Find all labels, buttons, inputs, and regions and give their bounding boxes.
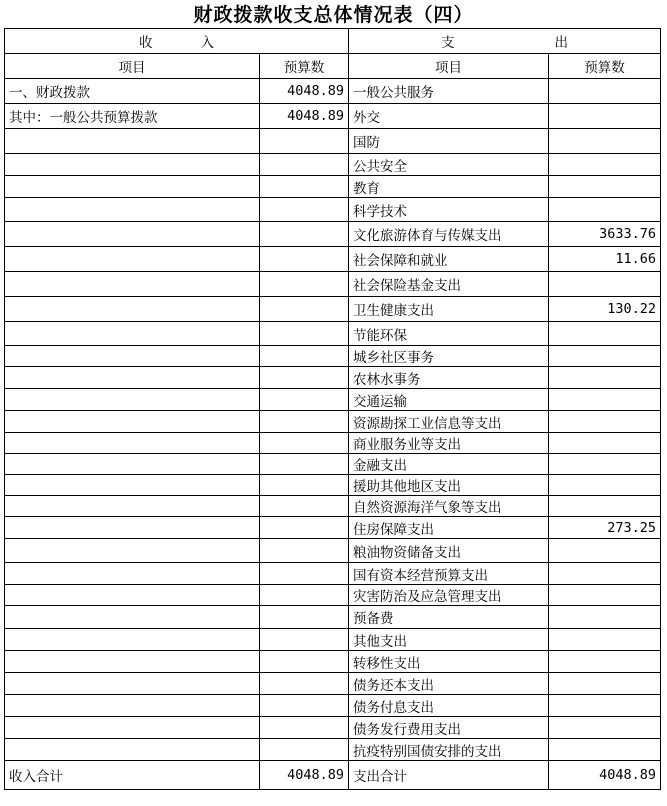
income-budget-cell bbox=[260, 198, 349, 222]
income-item-cell bbox=[5, 129, 260, 154]
income-item-cell bbox=[5, 297, 260, 322]
expense-item-cell: 转移性支出 bbox=[349, 651, 549, 673]
income-item-cell bbox=[5, 539, 260, 563]
table-row bbox=[5, 198, 661, 222]
expense-budget-cell: 3633.76 bbox=[549, 222, 661, 247]
expense-budget-cell bbox=[549, 475, 661, 496]
expense-budget-cell: 273.25 bbox=[549, 517, 661, 539]
expense-item-cell: 科学技术 bbox=[349, 198, 549, 222]
income-budget-cell bbox=[260, 346, 349, 367]
expense-item-cell: 卫生健康支出 bbox=[349, 297, 549, 322]
income-budget-cell bbox=[260, 651, 349, 673]
expense-item-cell: 自然资源海洋气象等支出 bbox=[349, 496, 549, 517]
income-item-cell bbox=[5, 496, 260, 517]
income-budget-cell bbox=[260, 539, 349, 563]
income-budget-cell bbox=[260, 517, 349, 539]
expense-budget-cell bbox=[549, 496, 661, 517]
table-row bbox=[5, 539, 661, 563]
income-budget-cell bbox=[260, 176, 349, 198]
expense-item-cell: 交通运输 bbox=[349, 389, 549, 411]
expense-item-cell: 节能环保 bbox=[349, 322, 549, 346]
income-item-cell bbox=[5, 322, 260, 346]
income-group-header: 收 入 bbox=[5, 29, 349, 54]
table-row bbox=[5, 367, 661, 389]
table-row bbox=[5, 346, 661, 367]
income-item-cell bbox=[5, 475, 260, 496]
income-item-cell bbox=[5, 585, 260, 606]
income-item-cell: 其中：一般公共预算拨款 bbox=[5, 104, 260, 129]
expense-budget-cell bbox=[549, 322, 661, 346]
column-header-row bbox=[5, 54, 661, 79]
expense-budget-cell bbox=[549, 539, 661, 563]
income-item-cell bbox=[5, 272, 260, 297]
expense-item-header: 项目 bbox=[349, 54, 549, 79]
expense-item-cell: 住房保障支出 bbox=[349, 517, 549, 539]
income-item-cell bbox=[5, 695, 260, 717]
expense-budget-cell bbox=[549, 563, 661, 585]
table-row bbox=[5, 695, 661, 717]
expense-budget-cell bbox=[549, 129, 661, 154]
income-budget-cell bbox=[260, 389, 349, 411]
expense-item-cell: 资源勘探工业信息等支出 bbox=[349, 411, 549, 433]
table-row bbox=[5, 411, 661, 433]
income-budget-header: 预算数 bbox=[260, 54, 349, 79]
expense-item-cell: 粮油物资储备支出 bbox=[349, 539, 549, 563]
table-row bbox=[5, 454, 661, 475]
income-budget-cell: 4048.89 bbox=[260, 79, 349, 104]
income-item-cell bbox=[5, 389, 260, 411]
table-row bbox=[5, 433, 661, 454]
expense-item-cell: 国防 bbox=[349, 129, 549, 154]
expense-budget-cell bbox=[549, 198, 661, 222]
expense-budget-cell bbox=[549, 367, 661, 389]
table-row bbox=[5, 322, 661, 346]
expense-item-cell: 其他支出 bbox=[349, 629, 549, 651]
expense-item-cell: 公共安全 bbox=[349, 154, 549, 176]
income-budget-cell bbox=[260, 585, 349, 606]
income-total-label: 收入合计 bbox=[5, 761, 260, 790]
expense-item-cell: 债务发行费用支出 bbox=[349, 717, 549, 739]
table-row bbox=[5, 606, 661, 629]
expense-item-cell: 预备费 bbox=[349, 606, 549, 629]
expense-item-cell: 城乡社区事务 bbox=[349, 346, 549, 367]
income-item-cell bbox=[5, 222, 260, 247]
expense-budget-cell bbox=[549, 606, 661, 629]
expense-budget-cell bbox=[549, 104, 661, 129]
income-item-cell bbox=[5, 198, 260, 222]
table-row bbox=[5, 297, 661, 322]
income-item-cell bbox=[5, 411, 260, 433]
income-item-cell bbox=[5, 517, 260, 539]
expense-budget-cell bbox=[549, 695, 661, 717]
expense-budget-cell bbox=[549, 433, 661, 454]
table-row bbox=[5, 563, 661, 585]
income-budget-cell bbox=[260, 297, 349, 322]
expense-item-cell: 社会保障和就业 bbox=[349, 247, 549, 272]
income-budget-cell bbox=[260, 222, 349, 247]
table-row bbox=[5, 389, 661, 411]
table-row bbox=[5, 475, 661, 496]
income-budget-cell bbox=[260, 695, 349, 717]
expense-item-cell: 国有资本经营预算支出 bbox=[349, 563, 549, 585]
table-row bbox=[5, 272, 661, 297]
income-budget-cell bbox=[260, 247, 349, 272]
expense-budget-header: 预算数 bbox=[549, 54, 661, 79]
expense-total-label: 支出合计 bbox=[349, 761, 549, 790]
income-item-cell bbox=[5, 454, 260, 475]
income-budget-cell: 4048.89 bbox=[260, 104, 349, 129]
expense-budget-cell bbox=[549, 673, 661, 695]
expense-item-cell: 文化旅游体育与传媒支出 bbox=[349, 222, 549, 247]
income-budget-cell bbox=[260, 272, 349, 297]
income-item-cell bbox=[5, 367, 260, 389]
income-budget-cell bbox=[260, 563, 349, 585]
income-item-cell bbox=[5, 673, 260, 695]
expense-budget-cell bbox=[549, 717, 661, 739]
income-item-cell bbox=[5, 247, 260, 272]
expense-budget-cell bbox=[549, 411, 661, 433]
expense-budget-cell bbox=[549, 272, 661, 297]
expense-item-cell: 教育 bbox=[349, 176, 549, 198]
expense-item-cell: 一般公共服务 bbox=[349, 79, 549, 104]
expense-budget-cell bbox=[549, 176, 661, 198]
expense-budget-cell bbox=[549, 739, 661, 761]
income-budget-cell bbox=[260, 367, 349, 389]
expense-budget-cell bbox=[549, 454, 661, 475]
table-row bbox=[5, 222, 661, 247]
income-budget-cell bbox=[260, 154, 349, 176]
expense-item-cell: 援助其他地区支出 bbox=[349, 475, 549, 496]
expense-budget-cell bbox=[549, 651, 661, 673]
income-item-cell bbox=[5, 717, 260, 739]
expense-budget-cell: 130.22 bbox=[549, 297, 661, 322]
income-item-cell bbox=[5, 154, 260, 176]
table-row bbox=[5, 79, 661, 104]
income-budget-cell bbox=[260, 673, 349, 695]
income-item-cell bbox=[5, 606, 260, 629]
table-row bbox=[5, 496, 661, 517]
totals-row bbox=[5, 761, 661, 790]
income-budget-cell bbox=[260, 606, 349, 629]
expense-budget-cell bbox=[549, 79, 661, 104]
expense-budget-cell: 11.66 bbox=[549, 247, 661, 272]
income-budget-cell bbox=[260, 411, 349, 433]
income-budget-cell bbox=[260, 454, 349, 475]
expense-budget-cell bbox=[549, 629, 661, 651]
expense-budget-cell bbox=[549, 389, 661, 411]
income-item-cell: 一、财政拨款 bbox=[5, 79, 260, 104]
income-budget-cell bbox=[260, 717, 349, 739]
income-item-cell bbox=[5, 563, 260, 585]
income-item-cell bbox=[5, 346, 260, 367]
table-row bbox=[5, 629, 661, 651]
table-row bbox=[5, 673, 661, 695]
income-item-cell bbox=[5, 176, 260, 198]
income-item-cell bbox=[5, 651, 260, 673]
income-budget-cell bbox=[260, 739, 349, 761]
expense-item-cell: 债务还本支出 bbox=[349, 673, 549, 695]
table-row bbox=[5, 717, 661, 739]
income-item-header: 项目 bbox=[5, 54, 260, 79]
expense-group-header: 支 出 bbox=[349, 29, 661, 54]
expense-item-cell: 灾害防治及应急管理支出 bbox=[349, 585, 549, 606]
table-title: 财政拨款收支总体情况表（四） bbox=[193, 4, 474, 26]
income-item-cell bbox=[5, 629, 260, 651]
table-row bbox=[5, 247, 661, 272]
income-budget-cell bbox=[260, 322, 349, 346]
expense-item-cell: 金融支出 bbox=[349, 454, 549, 475]
table-row bbox=[5, 129, 661, 154]
expense-item-cell: 商业服务业等支出 bbox=[349, 433, 549, 454]
expense-budget-cell bbox=[549, 346, 661, 367]
group-header-row bbox=[5, 29, 661, 54]
income-budget-cell bbox=[260, 129, 349, 154]
income-item-cell bbox=[5, 433, 260, 454]
expense-item-cell: 抗疫特别国债安排的支出 bbox=[349, 739, 549, 761]
budget-table bbox=[4, 28, 661, 790]
expense-item-cell: 外交 bbox=[349, 104, 549, 129]
income-item-cell bbox=[5, 739, 260, 761]
expense-item-cell: 债务付息支出 bbox=[349, 695, 549, 717]
table-row bbox=[5, 104, 661, 129]
table-row bbox=[5, 585, 661, 606]
income-budget-cell bbox=[260, 475, 349, 496]
table-row bbox=[5, 154, 661, 176]
table-row bbox=[5, 651, 661, 673]
income-budget-cell bbox=[260, 496, 349, 517]
expense-item-cell: 农林水事务 bbox=[349, 367, 549, 389]
table-row bbox=[5, 176, 661, 198]
expense-item-cell: 社会保险基金支出 bbox=[349, 272, 549, 297]
expense-budget-cell bbox=[549, 585, 661, 606]
income-budget-cell bbox=[260, 629, 349, 651]
income-budget-cell bbox=[260, 433, 349, 454]
expense-budget-cell bbox=[549, 154, 661, 176]
income-total-value: 4048.89 bbox=[260, 761, 349, 790]
expense-total-value: 4048.89 bbox=[549, 761, 661, 790]
table-row bbox=[5, 517, 661, 539]
table-row bbox=[5, 739, 661, 761]
